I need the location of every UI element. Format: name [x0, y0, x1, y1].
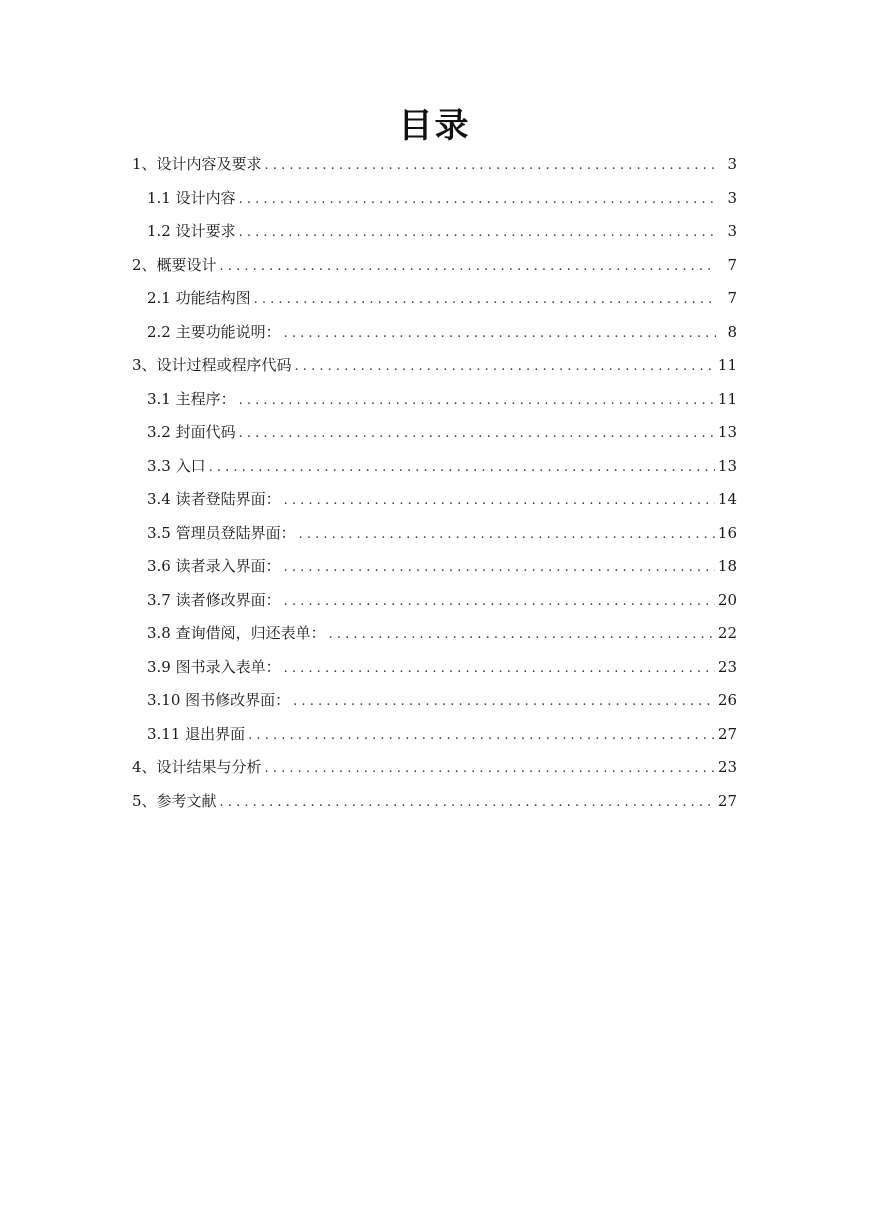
toc-entry-label: 2.2 主要功能说明： [147, 322, 281, 341]
toc-entry-page: 3 [727, 222, 737, 240]
toc-entry-page: 16 [717, 523, 737, 542]
toc-dot-leader [265, 149, 716, 183]
toc-entry-label: 1、设计内容及要求 [132, 155, 262, 173]
toc-entry[interactable] [132, 584, 737, 618]
toc-entry-label: 3.6 读者录入界面： [147, 557, 281, 575]
toc-dot-leader [209, 451, 715, 485]
toc-dot-leader [239, 183, 716, 217]
toc-dot-leader [299, 518, 715, 552]
toc-entry-page: 13 [717, 456, 737, 475]
toc-entry[interactable] [132, 550, 737, 584]
toc-entry-label: 1.1 设计内容 [147, 188, 236, 207]
toc-entry[interactable] [132, 148, 737, 182]
toc-dot-leader [265, 752, 715, 786]
toc-entry-label: 3.2 封面代码 [147, 423, 236, 441]
toc-entry-page: 23 [717, 657, 737, 676]
toc-entry[interactable] [132, 316, 737, 350]
toc-entry-label: 2、概要设计 [132, 255, 217, 274]
toc-dot-leader [248, 719, 715, 753]
toc-dot-leader [284, 652, 715, 686]
toc-entry-page: 11 [717, 356, 737, 374]
toc-dot-leader [220, 250, 716, 284]
toc-dot-leader [239, 417, 715, 451]
toc-entry-page: 3 [727, 155, 737, 173]
toc-entry-page: 7 [727, 255, 737, 274]
toc-entry[interactable] [132, 617, 737, 651]
toc-entry[interactable] [132, 751, 737, 785]
toc-entry-page: 7 [727, 289, 737, 307]
toc-entry-label: 4、设计结果与分析 [132, 758, 262, 776]
toc-entry-label: 5、参考文献 [132, 791, 217, 810]
toc-entry-label: 3.8 查询借阅，归还表单： [147, 624, 326, 642]
toc-entry[interactable] [132, 651, 737, 685]
toc-dot-leader [254, 283, 716, 317]
toc-dot-leader [239, 216, 716, 250]
toc-dot-leader [329, 618, 715, 652]
toc-entry[interactable] [132, 249, 737, 283]
toc-entry-label: 3、设计过程或程序代码 [132, 356, 292, 374]
toc-entry-page: 27 [717, 791, 737, 810]
toc-dot-leader [284, 551, 715, 585]
toc-entry-label: 3.11 退出界面 [147, 724, 246, 743]
toc-entry-page: 22 [717, 624, 737, 642]
toc-dot-leader [239, 384, 715, 418]
toc-title: 目录 [398, 106, 471, 146]
toc-entry[interactable] [132, 349, 737, 383]
toc-entry-page: 14 [717, 490, 737, 508]
toc-entry-label: 3.7 读者修改界面： [147, 590, 281, 609]
toc-dot-leader [220, 786, 715, 820]
toc-entry[interactable] [132, 718, 737, 752]
toc-entry[interactable] [132, 785, 737, 819]
toc-entry[interactable] [132, 383, 737, 417]
toc-entry-page: 20 [717, 590, 737, 609]
toc-entry-label: 3.3 入口 [147, 456, 206, 475]
toc-entry-label: 3.4 读者登陆界面： [147, 490, 281, 508]
toc-entry[interactable] [132, 215, 737, 249]
toc-entry-label: 3.10 图书修改界面： [147, 691, 291, 709]
toc-entry-page: 23 [717, 758, 737, 776]
toc-entry-page: 3 [727, 188, 737, 207]
toc-list [132, 148, 737, 818]
toc-entry-label: 3.5 管理员登陆界面： [147, 523, 296, 542]
toc-entry-page: 13 [717, 423, 737, 441]
toc-entry-page: 11 [717, 389, 737, 408]
toc-dot-leader [293, 685, 715, 719]
toc-entry-page: 18 [717, 557, 737, 575]
toc-entry[interactable] [132, 450, 737, 484]
toc-entry-label: 2.1 功能结构图 [147, 289, 251, 307]
toc-dot-leader [284, 585, 715, 619]
toc-dot-leader [284, 317, 716, 351]
toc-entry-page: 27 [717, 724, 737, 743]
toc-entry-label: 3.1 主程序： [147, 389, 236, 408]
toc-dot-leader [295, 350, 715, 384]
toc-entry[interactable] [132, 483, 737, 517]
toc-entry[interactable] [132, 282, 737, 316]
toc-entry[interactable] [132, 517, 737, 551]
toc-entry-label: 1.2 设计要求 [147, 222, 236, 240]
toc-entry-page: 8 [727, 322, 737, 341]
toc-entry-page: 26 [717, 691, 737, 709]
toc-dot-leader [284, 484, 715, 518]
toc-entry[interactable] [132, 182, 737, 216]
toc-entry[interactable] [132, 684, 737, 718]
toc-entry[interactable] [132, 416, 737, 450]
toc-entry-label: 3.9 图书录入表单： [147, 657, 281, 676]
